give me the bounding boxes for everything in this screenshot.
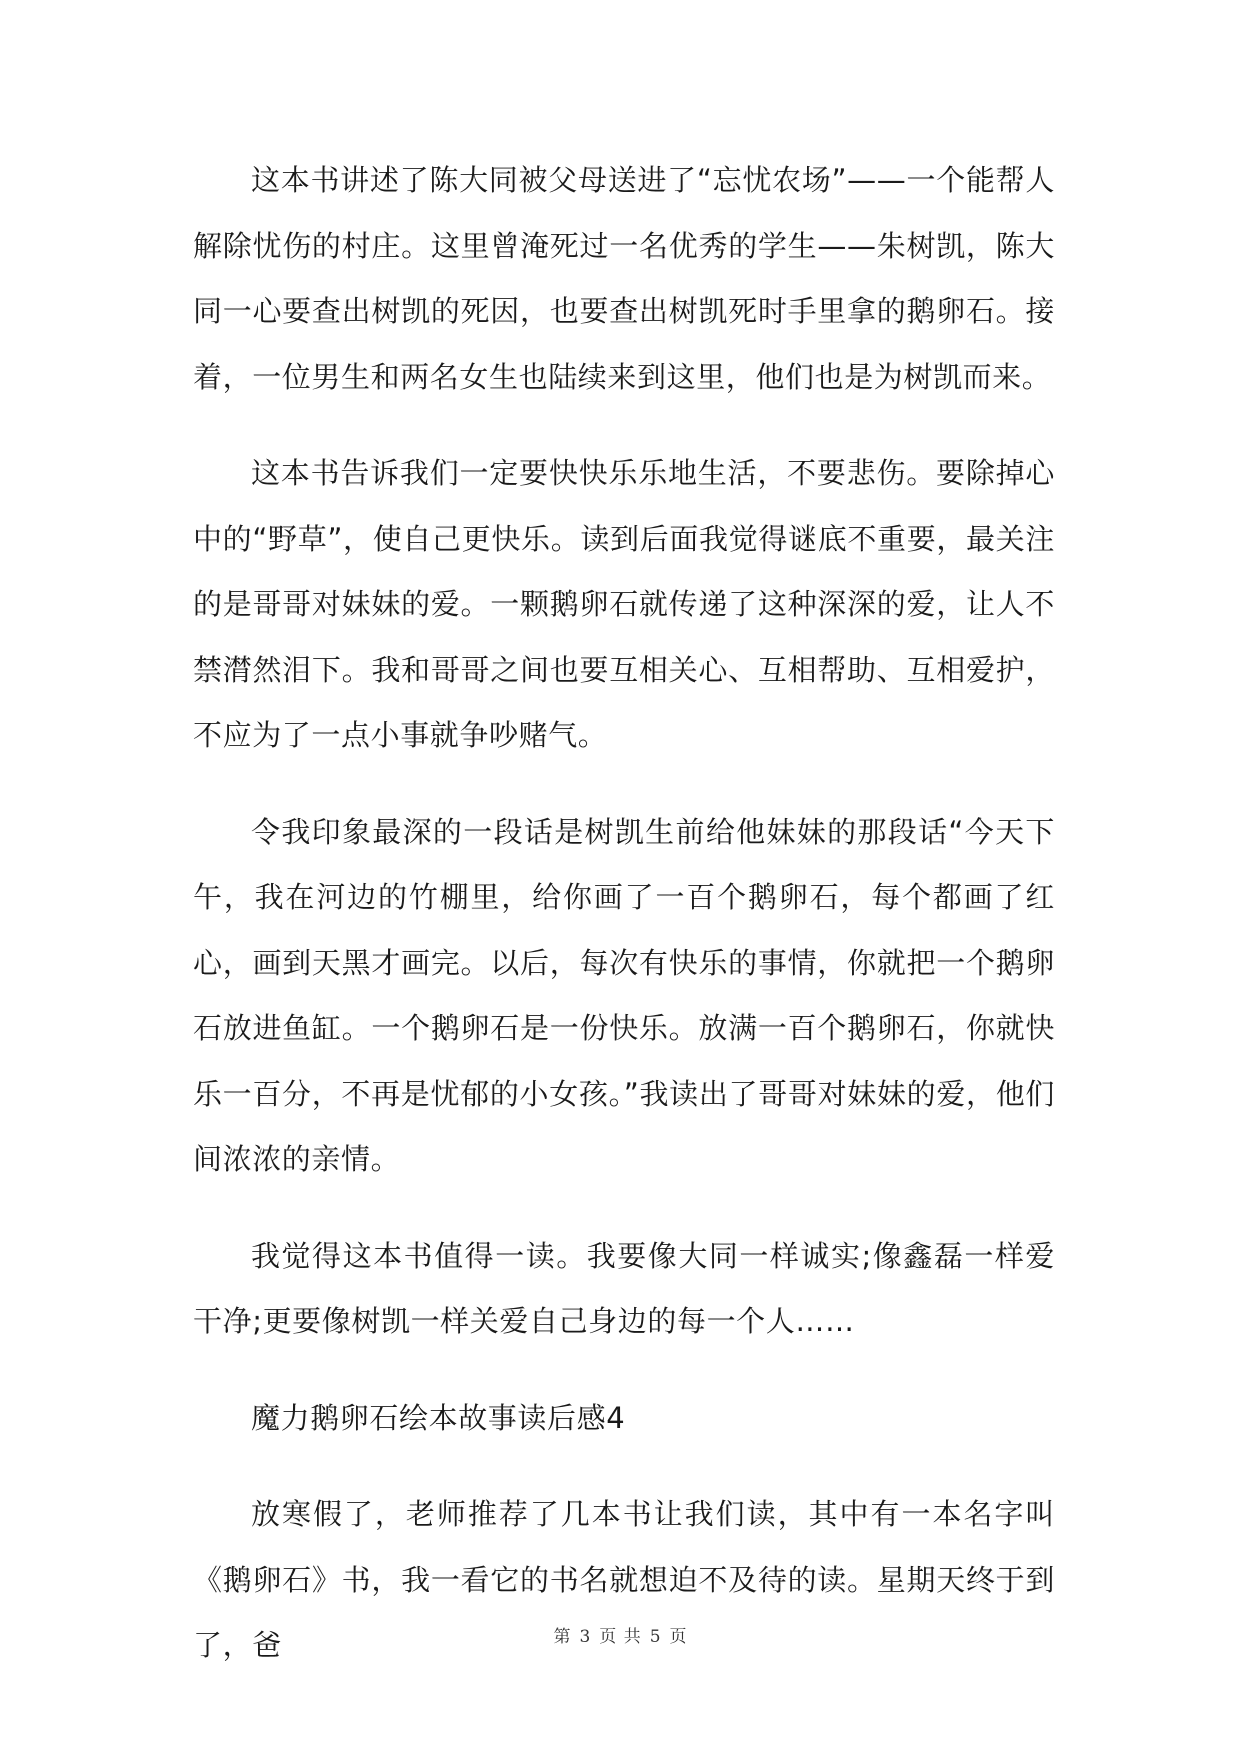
paragraph-5: 放寒假了，老师推荐了几本书让我们读，其中有一本名字叫《鹅卵石》书，我一看它的书名就想迫不及待的读。星期天终于到了，爸 bbox=[193, 1497, 1055, 1662]
footer-middle: 页 共 bbox=[599, 1627, 642, 1647]
paragraph-3: 令我印象最深的一段话是树凯生前给他妹妹的那段话“今天下午，我在河边的竹棚里，给你画了一百个鹅卵石，每个都画了红心，画到天黑才画完。以后，每次有快乐的事情，你就把一个鹅卵石放进鱼缸。一个鹅卵石是一份快乐。放满一百个鹅卵石，你就快乐一百分，不再是忧郁的小女孩。”我读出了哥哥对妹妹的爱，他们间浓浓的亲情。 bbox=[193, 814, 1055, 1176]
footer-total-pages: 5 bbox=[649, 1627, 662, 1647]
document-body bbox=[193, 148, 1055, 1679]
section-title: 魔力鹅卵石绘本故事读后感4 bbox=[251, 1400, 626, 1435]
paragraph-4: 我觉得这本书值得一读。我要像大同一样诚实;像鑫磊一样爱干净;更要像树凯一样关爱自己身边的每一个人…… bbox=[193, 1238, 1055, 1338]
footer-current-page: 3 bbox=[579, 1627, 592, 1647]
page-footer bbox=[0, 1622, 1241, 1647]
footer-suffix: 页 bbox=[669, 1627, 688, 1647]
footer-prefix: 第 bbox=[553, 1627, 572, 1647]
paragraph-1: 这本书讲述了陈大同被父母送进了“忘忧农场”——一个能帮人解除忧伤的村庄。这里曾淹死过一名优秀的学生——朱树凯，陈大同一心要查出树凯的死因，也要查出树凯死时手里拿的鹅卵石。接着，一位男生和两名女生也陆续来到这里，他们也是为树凯而来。 bbox=[193, 163, 1055, 394]
paragraph-2: 这本书告诉我们一定要快快乐乐地生活，不要悲伤。要除掉心中的“野草”，使自己更快乐。读到后面我觉得谜底不重要，最关注的是哥哥对妹妹的爱。一颗鹅卵石就传递了这种深深的爱，让人不禁潸然泪下。我和哥哥之间也要互相关心、互相帮助、互相爱护，不应为了一点小事就争吵赌气。 bbox=[193, 456, 1055, 752]
